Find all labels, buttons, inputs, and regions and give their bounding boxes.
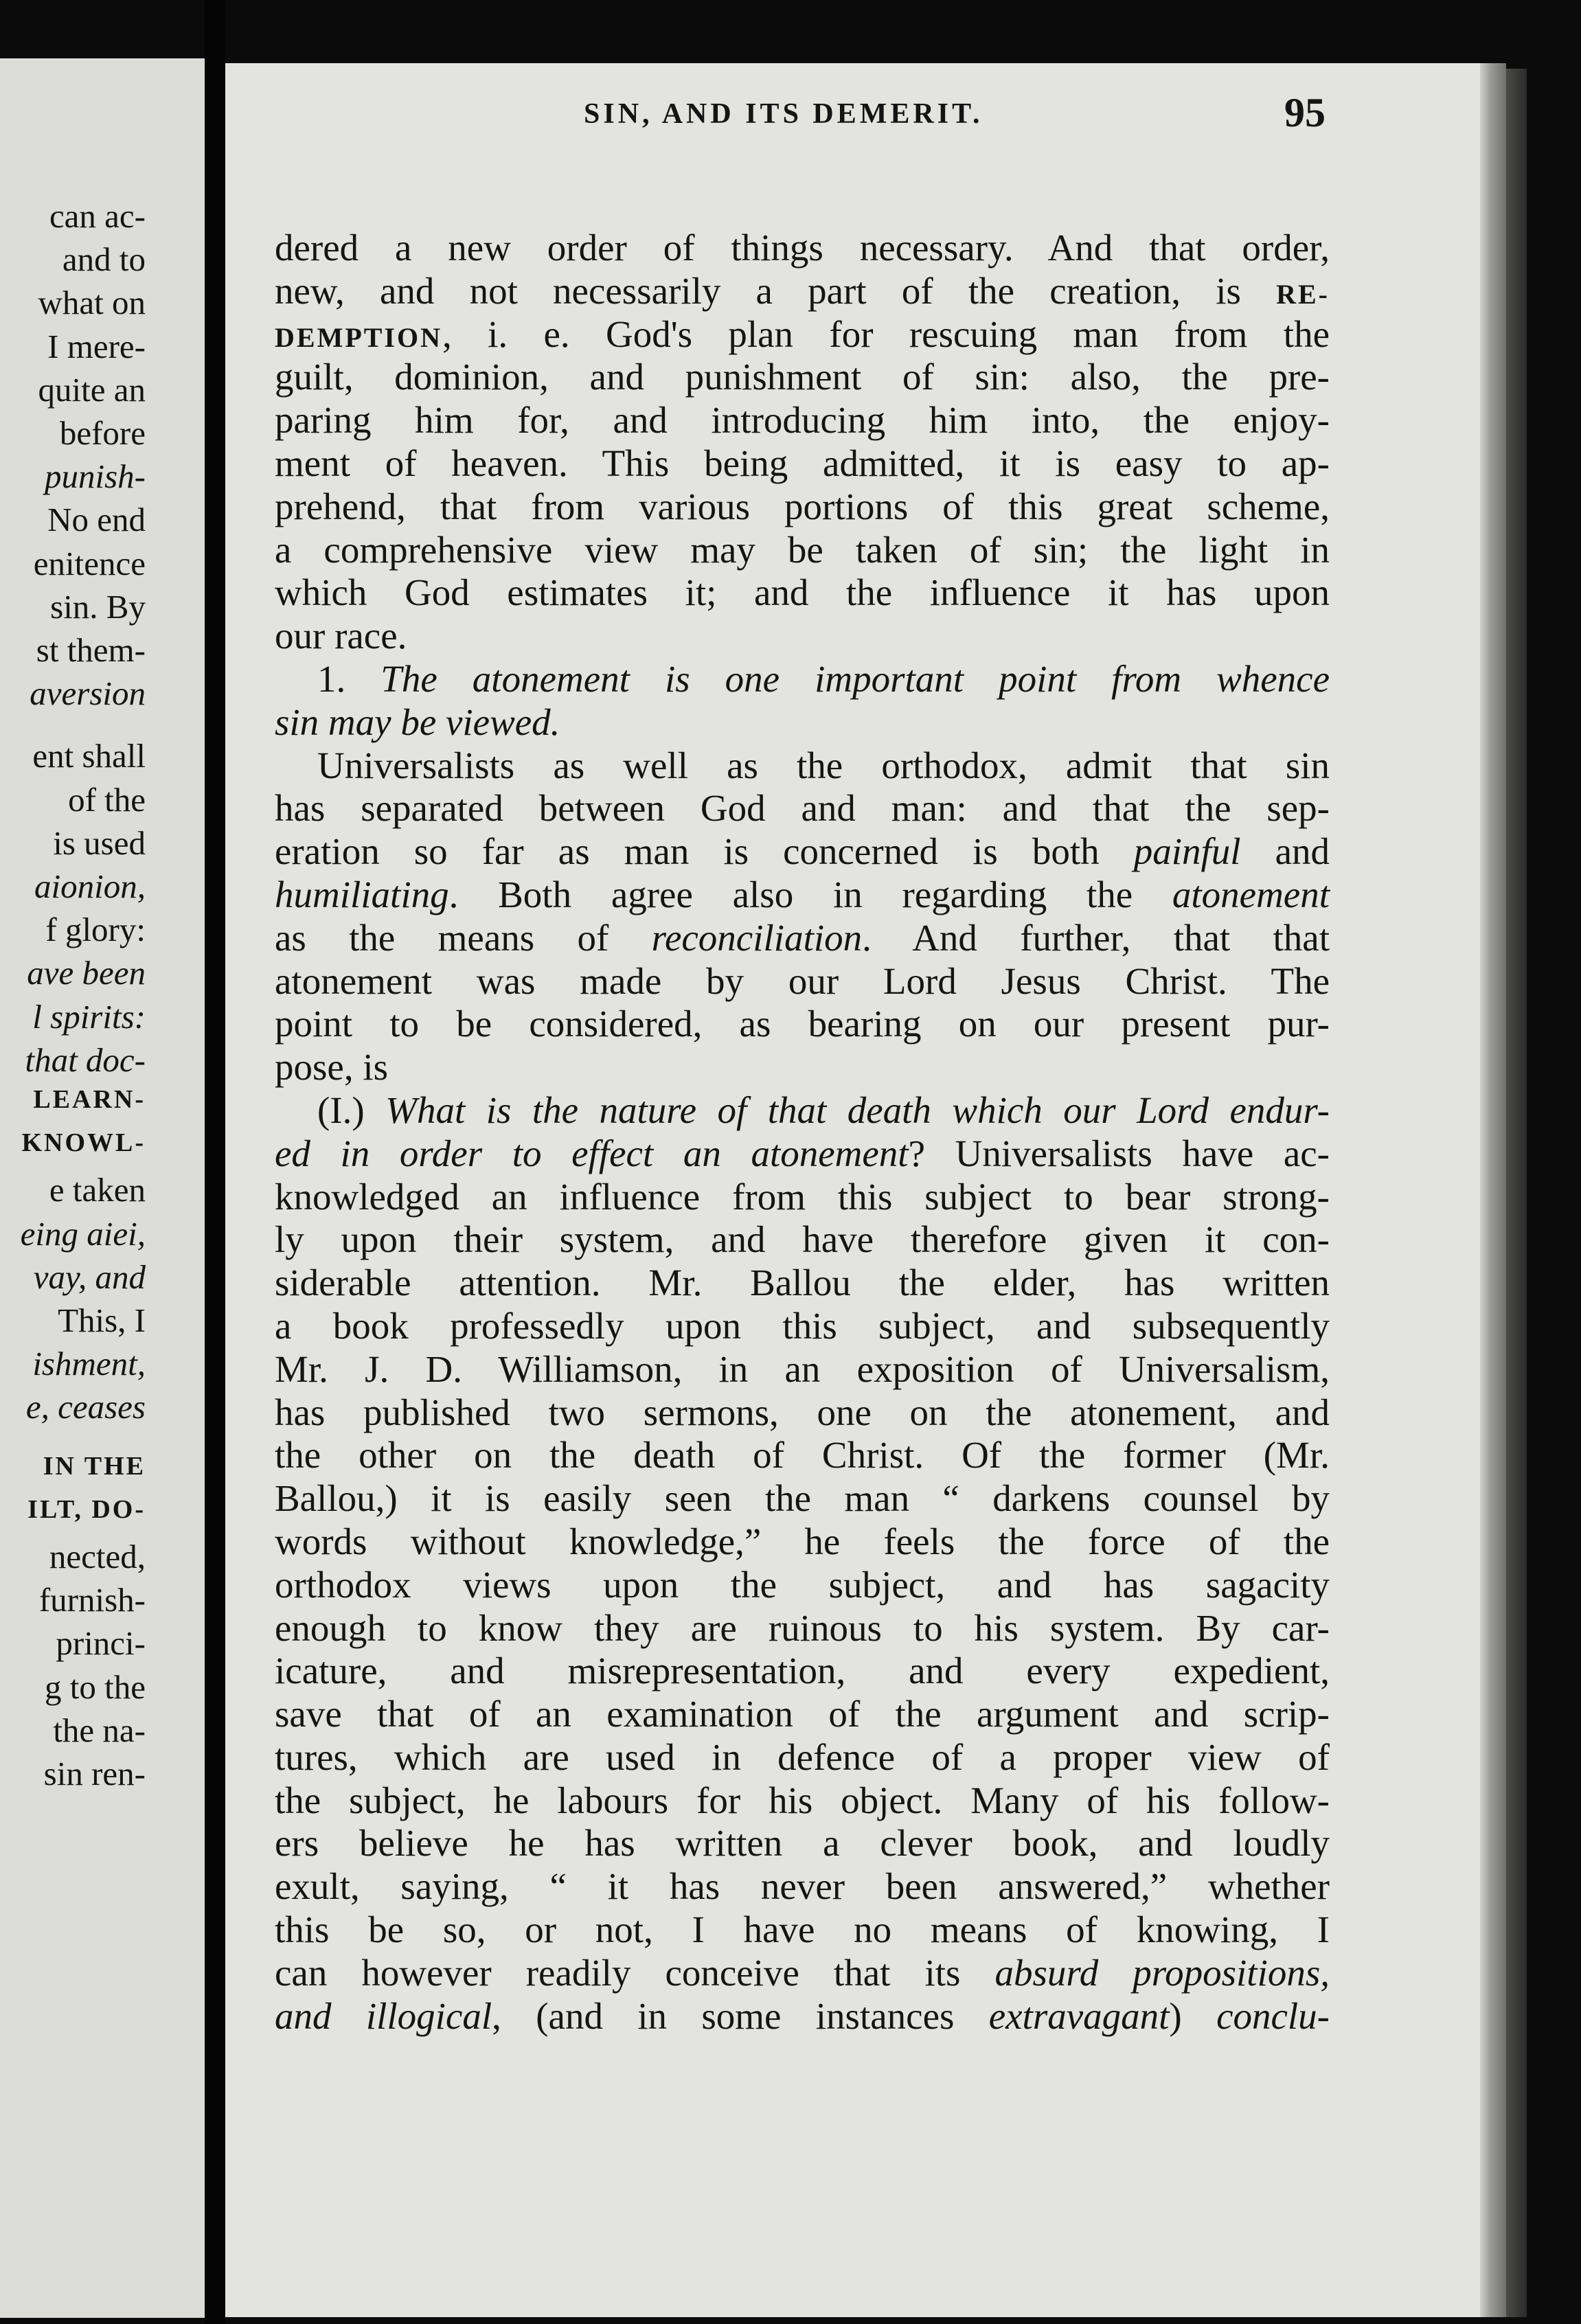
text-line bbox=[275, 1046, 1330, 1089]
previous-page-strip bbox=[0, 58, 205, 2318]
previous-page-line: ILT, DO- bbox=[27, 1494, 146, 1524]
italic-span: atonement bbox=[1172, 873, 1330, 915]
page-number: 95 bbox=[1284, 90, 1326, 135]
text-span: paring him for, and introducing him into, the enjoy- bbox=[275, 399, 1330, 442]
small-caps-term: RE- bbox=[1276, 278, 1330, 310]
italic-span: ed in order to effect an atonement bbox=[275, 1132, 909, 1174]
text-span: can however readily conceive that its bbox=[275, 1951, 995, 1994]
text-line bbox=[275, 1132, 1330, 1176]
text-span: knowledged an influence from this subject to bear strong- bbox=[275, 1175, 1330, 1218]
previous-page-line: punish- bbox=[45, 457, 146, 496]
text-line bbox=[275, 1607, 1330, 1650]
text-line bbox=[275, 830, 1330, 874]
previous-page-line: sin ren- bbox=[43, 1755, 146, 1792]
text-line bbox=[275, 917, 1330, 960]
previous-page-line: aionion, bbox=[34, 867, 146, 905]
previous-page-line: sin. By bbox=[50, 587, 146, 626]
text-line bbox=[275, 1262, 1330, 1305]
text-span: the subject, he labours for his object. Many of his follow- bbox=[275, 1779, 1330, 1821]
text-span: , (and in some instances bbox=[492, 1994, 989, 2037]
previous-page-line: aversion bbox=[30, 674, 146, 713]
italic-span: absurd propositions, bbox=[994, 1951, 1330, 1994]
text-span: exult, saying, “ it has never been answered,” whether bbox=[275, 1865, 1330, 1908]
text-line bbox=[275, 1305, 1330, 1348]
previous-page-line: LEARN- bbox=[33, 1085, 146, 1114]
text-line bbox=[275, 1693, 1330, 1736]
text-span: save that of an examination of the argument and scrip- bbox=[275, 1693, 1330, 1735]
text-line bbox=[275, 529, 1330, 572]
italic-span: What is the nature of that death which our Lord endur- bbox=[385, 1089, 1330, 1131]
book-gutter bbox=[205, 0, 225, 2324]
text-line bbox=[275, 1176, 1330, 1219]
previous-page-line: l spirits: bbox=[32, 997, 146, 1036]
text-span: icature, and misrepresentation, and every expedient, bbox=[275, 1650, 1330, 1692]
previous-page-line: e, ceases bbox=[25, 1388, 146, 1426]
text-span: orthodox views upon the subject, and has sagacity bbox=[275, 1563, 1330, 1606]
text-line bbox=[275, 744, 1330, 788]
text-span: new, and not necessarily a part of the creation, is bbox=[275, 269, 1277, 312]
text-line bbox=[275, 1477, 1330, 1520]
text-line bbox=[275, 1089, 1330, 1132]
text-line bbox=[275, 874, 1330, 917]
text-line bbox=[275, 571, 1330, 615]
previous-page-line: st them- bbox=[36, 631, 146, 669]
italic-span: and illogical bbox=[275, 1994, 492, 2037]
previous-page-line: This, I bbox=[58, 1301, 146, 1339]
section-number: 1. bbox=[317, 657, 381, 700]
text-line bbox=[275, 1520, 1330, 1564]
previous-page-line: ishment, bbox=[32, 1345, 146, 1383]
text-span: as the means of bbox=[275, 916, 652, 959]
previous-page-line: IN THE bbox=[43, 1451, 146, 1481]
text-span: which God estimates it; and the influence it has upon bbox=[275, 571, 1330, 614]
text-span: words without knowledge,” he feels the force of the bbox=[275, 1520, 1330, 1562]
text-line bbox=[275, 442, 1330, 486]
text-line bbox=[275, 1218, 1330, 1262]
previous-page-line: quite an bbox=[38, 370, 146, 409]
text-span: pose, is bbox=[275, 1046, 388, 1089]
previous-page-line: g to the bbox=[45, 1667, 146, 1706]
text-span: . And further, that that bbox=[862, 916, 1330, 959]
text-span: Ballou,) it is easily seen the man “ darkens counsel by bbox=[275, 1477, 1330, 1520]
text-line bbox=[275, 960, 1330, 1003]
page-edge-shadow bbox=[1506, 69, 1527, 2317]
text-span: ) bbox=[1169, 1994, 1217, 2037]
previous-page-line: the na- bbox=[53, 1711, 146, 1749]
text-span: a comprehensive view may be taken of sin; the light in bbox=[275, 528, 1330, 571]
text-line bbox=[275, 658, 1330, 701]
text-line bbox=[275, 1909, 1330, 1952]
text-span: dered a new order of things necessary. And that order, bbox=[275, 227, 1330, 269]
italic-span: sin may be viewed. bbox=[275, 700, 560, 743]
previous-page-line: No end bbox=[47, 501, 146, 539]
text-span: Universalists as well as the orthodox, admit that sin bbox=[317, 744, 1330, 786]
text-span: has separated between God and man: and that the sep- bbox=[275, 787, 1330, 830]
text-line bbox=[275, 1736, 1330, 1779]
previous-page-line: eing aiei, bbox=[20, 1214, 146, 1253]
previous-page-line: and to bbox=[62, 240, 146, 279]
text-span: ? Universalists have ac- bbox=[908, 1132, 1330, 1174]
previous-page-line: KNOWL- bbox=[21, 1128, 146, 1158]
text-span: eration so far as man is concerned is both bbox=[275, 830, 1134, 873]
running-title: SIN, AND ITS DEMERIT. bbox=[584, 98, 983, 130]
text-line bbox=[275, 1391, 1330, 1435]
text-span: enough to know they are ruinous to his system. By car- bbox=[275, 1606, 1330, 1649]
previous-page-line: of the bbox=[68, 780, 146, 819]
previous-page-line: ave been bbox=[27, 954, 146, 992]
text-span: has published two sermons, one on the atonement, and bbox=[275, 1391, 1330, 1433]
section-number: (I.) bbox=[317, 1089, 386, 1131]
text-line bbox=[275, 1564, 1330, 1607]
small-caps-term: DEMPTION bbox=[275, 321, 442, 353]
previous-page-line: furnish- bbox=[38, 1581, 146, 1619]
text-span: ly upon their system, and have therefore given it con- bbox=[275, 1218, 1330, 1261]
previous-page-line: e taken bbox=[49, 1171, 146, 1209]
italic-span: The atonement is one important point from whence bbox=[380, 657, 1330, 700]
text-span: atonement was made by our Lord Jesus Christ. The bbox=[275, 959, 1330, 1002]
text-span: Mr. J. D. Williamson, in an exposition of Universalism, bbox=[275, 1347, 1330, 1390]
text-line bbox=[275, 1650, 1330, 1693]
previous-page-line: princi- bbox=[56, 1624, 146, 1663]
previous-page-line: I mere- bbox=[47, 327, 146, 365]
text-line bbox=[275, 1822, 1330, 1865]
text-line bbox=[275, 1952, 1330, 1995]
previous-page-line: can ac- bbox=[49, 197, 146, 235]
text-span: ment of heaven. This being admitted, it is easy to ap- bbox=[275, 442, 1330, 484]
previous-page-line: is used bbox=[53, 823, 146, 862]
text-span: point to be considered, as bearing on our present pur- bbox=[275, 1003, 1330, 1045]
text-line bbox=[275, 227, 1330, 270]
text-line bbox=[275, 1348, 1330, 1391]
text-line bbox=[275, 787, 1330, 830]
previous-page-line: nected, bbox=[49, 1538, 146, 1575]
text-span: prehend, that from various portions of this great scheme, bbox=[275, 485, 1330, 527]
previous-page-line: enitence bbox=[33, 544, 146, 582]
previous-page-line: that doc- bbox=[25, 1040, 146, 1079]
text-line bbox=[275, 313, 1330, 356]
italic-span: humiliating bbox=[275, 873, 449, 915]
text-span: the other on the death of Christ. Of the former (Mr. bbox=[275, 1434, 1330, 1477]
previous-page-line: vay, and bbox=[33, 1257, 146, 1296]
previous-page-line: what on bbox=[38, 284, 146, 322]
page-edge bbox=[1480, 63, 1506, 2317]
text-span: tures, which are used in defence of a proper view of bbox=[275, 1735, 1330, 1778]
text-line bbox=[275, 1779, 1330, 1823]
text-line bbox=[275, 1865, 1330, 1909]
text-line bbox=[275, 1434, 1330, 1477]
italic-span: painful bbox=[1133, 830, 1241, 873]
page-text bbox=[275, 227, 1330, 2038]
text-line bbox=[275, 486, 1330, 529]
text-line bbox=[275, 356, 1330, 399]
text-span: ers believe he has written a clever book, and loudly bbox=[275, 1822, 1330, 1865]
italic-span: extravagant bbox=[988, 1994, 1170, 2037]
text-line bbox=[275, 399, 1330, 442]
text-line bbox=[275, 270, 1330, 313]
previous-page-line: ent shall bbox=[32, 737, 146, 775]
text-line bbox=[275, 1995, 1330, 2038]
text-span: our race. bbox=[275, 615, 407, 657]
text-span: siderable attention. Mr. Ballou the elder, has written bbox=[275, 1262, 1330, 1304]
text-line bbox=[275, 615, 1330, 658]
text-span: . Both agree also in regarding the bbox=[448, 873, 1172, 915]
italic-span: conclu- bbox=[1216, 1994, 1330, 2037]
running-head bbox=[309, 84, 1326, 139]
text-line bbox=[275, 1003, 1330, 1046]
text-span: a book professedly upon this subject, and subsequently bbox=[275, 1304, 1330, 1347]
text-span: , i. e. God's plan for rescuing man from the bbox=[442, 312, 1330, 355]
text-line bbox=[275, 701, 1330, 744]
text-span: guilt, dominion, and punishment of sin: also, the pre- bbox=[275, 356, 1330, 398]
previous-page-line: before bbox=[59, 414, 146, 452]
italic-span: reconciliation bbox=[651, 916, 863, 959]
text-span: this be so, or not, I have no means of knowing, I bbox=[275, 1909, 1330, 1951]
text-span: and bbox=[1240, 830, 1330, 873]
previous-page-line: f glory: bbox=[45, 911, 146, 949]
